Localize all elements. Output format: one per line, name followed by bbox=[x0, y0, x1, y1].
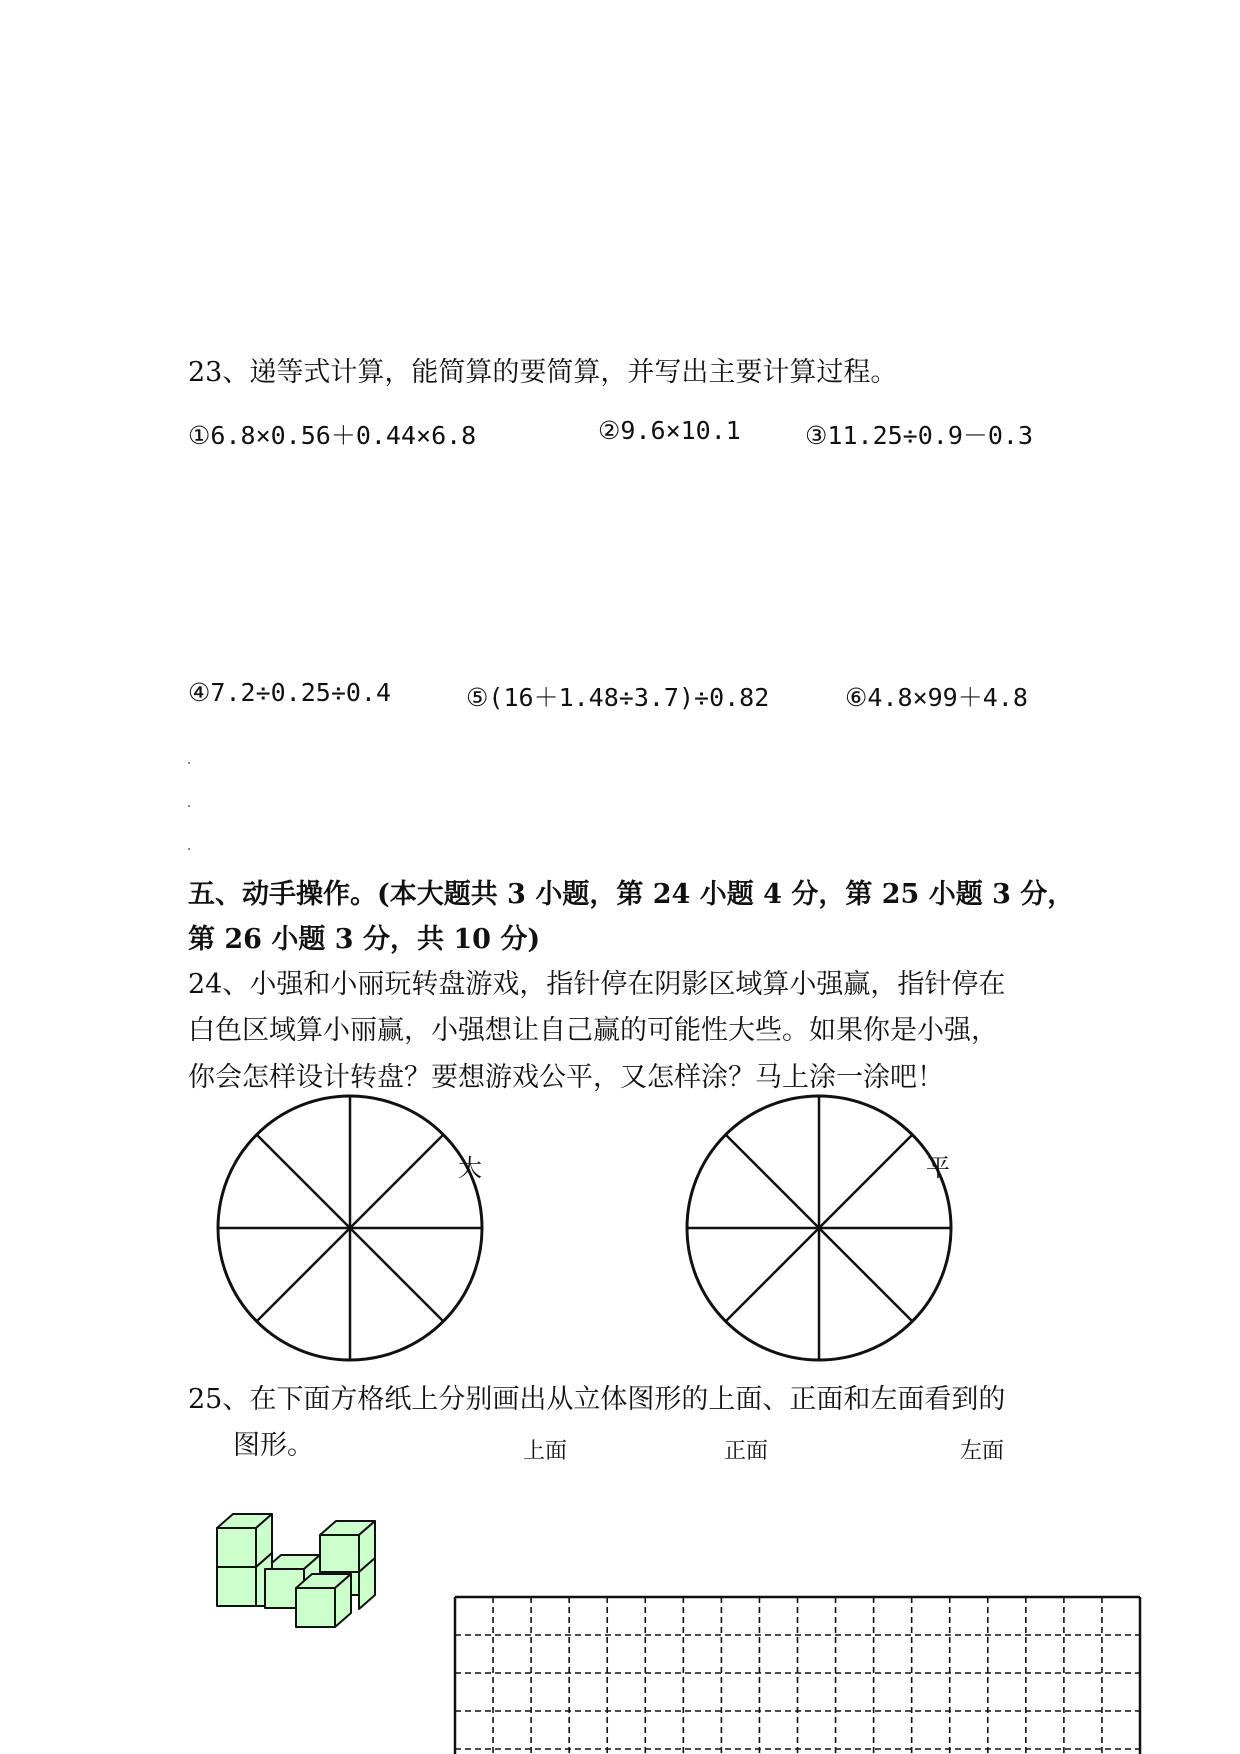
q23-expr-3: ③11.25÷0.9－0.3 bbox=[805, 421, 1034, 450]
q23-expr-6: ⑥4.8×99＋4.8 bbox=[845, 683, 1028, 712]
view-label-front: 正面 bbox=[724, 1439, 769, 1464]
section5-heading-line1: 五、动手操作。(本大题共 3 小题，第 24 小题 4 分，第 25 小题 3 分， bbox=[188, 879, 1075, 910]
q23-expr-1: ①6.8×0.56＋0.44×6.8 bbox=[188, 421, 477, 450]
wheel-right-mark: 平 bbox=[926, 1154, 950, 1182]
q24-line-2: 白色区域算小丽赢，小强想让自己赢的可能性大些。如果你是小强， bbox=[188, 1015, 998, 1046]
q24-line-3: 你会怎样设计转盘？要想游戏公平，又怎样涂？马上涂一涂吧！ bbox=[188, 1062, 944, 1093]
section5-heading-line2: 第 26 小题 3 分，共 10 分) bbox=[188, 924, 541, 955]
view-label-left: 左面 bbox=[960, 1439, 1005, 1464]
q23-title: 23、递等式计算，能简算的要简算，并写出主要计算过程。 bbox=[188, 357, 898, 388]
q23-expr-2: ②9.6×10.1 bbox=[598, 416, 741, 445]
q25-line-2: 图形。 bbox=[233, 1430, 314, 1461]
wheel-left-mark: 大 bbox=[458, 1154, 482, 1182]
q24-line-1: 24、小强和小丽玩转盘游戏，指针停在阴影区域算小强赢，指针停在 bbox=[188, 969, 1006, 1000]
q25-line-1: 25、在下面方格纸上分别画出从立体图形的上面、正面和左面看到的 bbox=[188, 1384, 1006, 1415]
view-label-top: 上面 bbox=[523, 1439, 568, 1464]
q23-expr-5: ⑤(16＋1.48÷3.7)÷0.82 bbox=[466, 683, 770, 712]
q23-expr-4: ④7.2÷0.25÷0.4 bbox=[188, 678, 392, 707]
